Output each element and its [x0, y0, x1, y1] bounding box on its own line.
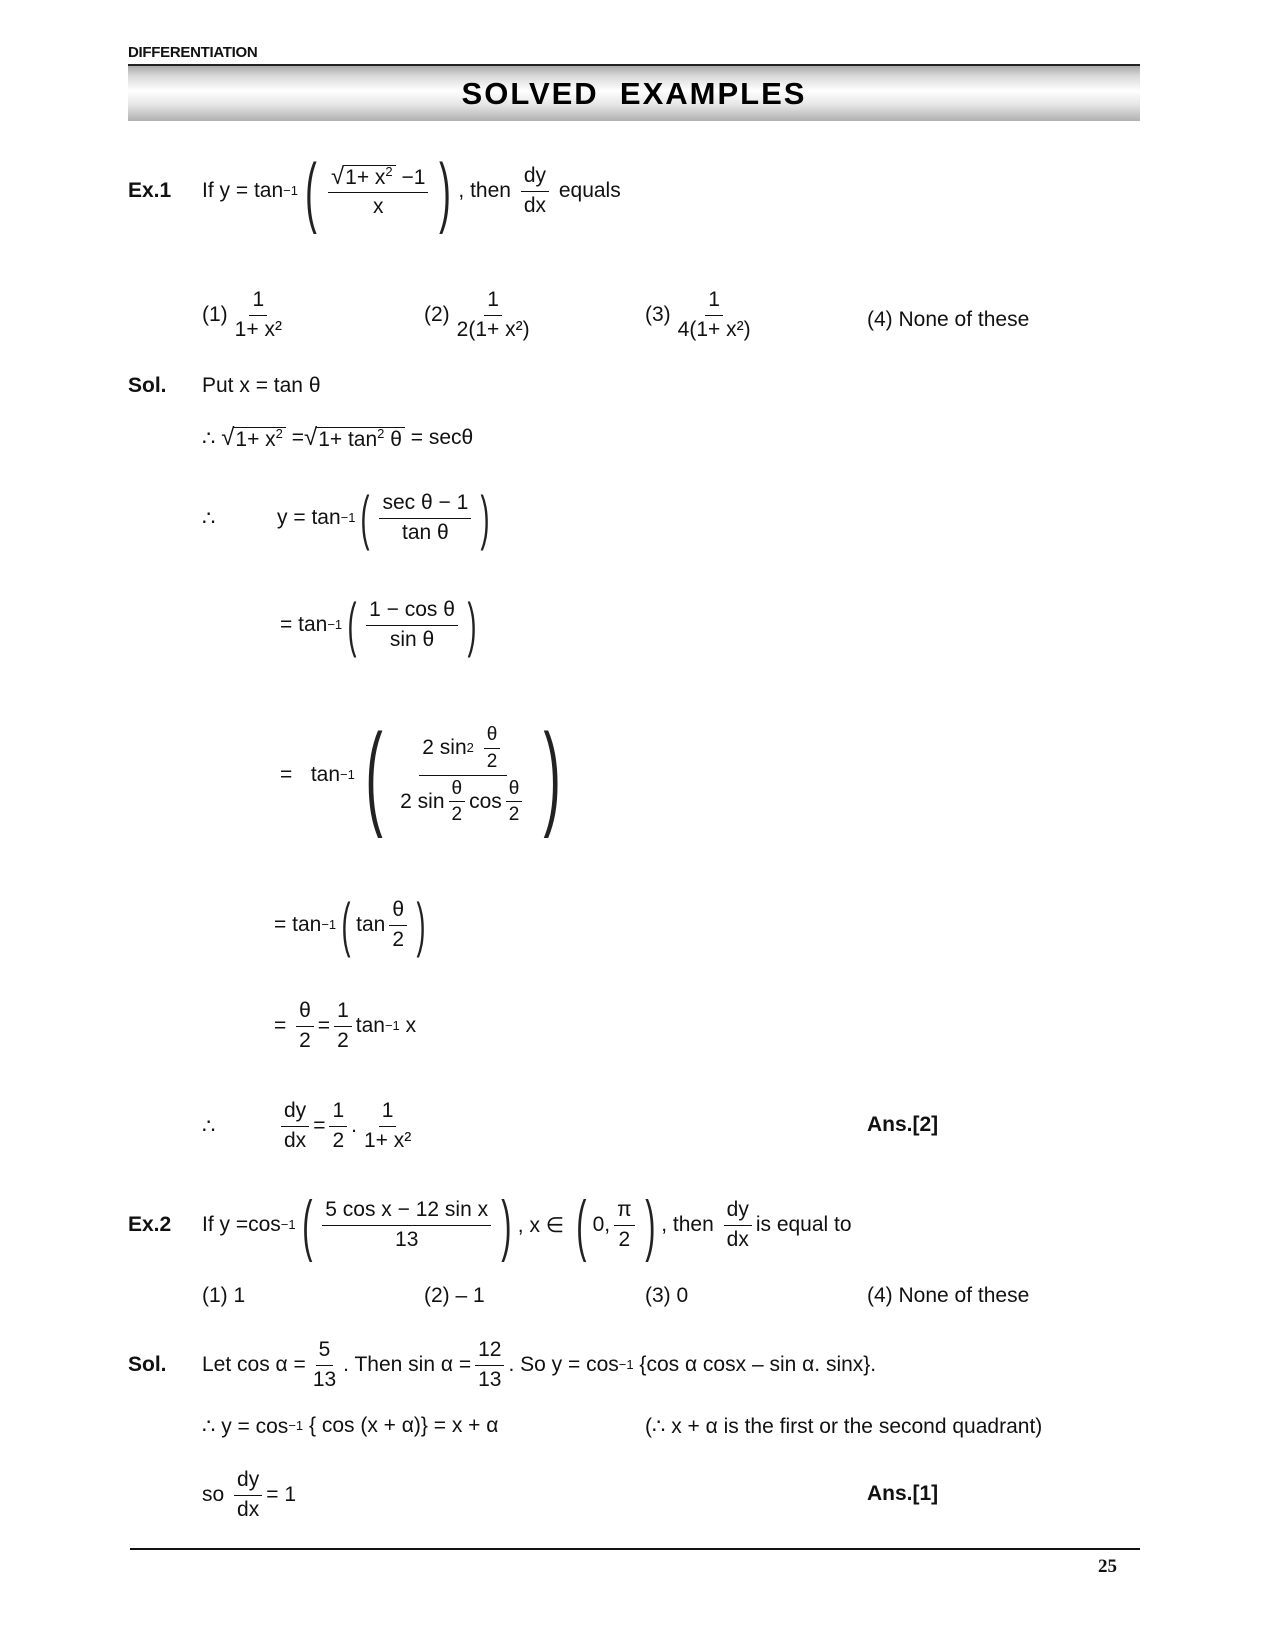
ex1-option-2: (2) $\frac{1}{\text{2(1+ x²)}}$ [424, 288, 530, 341]
ex2-option-4: (4) None of these [867, 1284, 1030, 1307]
ex2-sol-line1: Sol. Let cos α = $\frac{5}{13}$ . Then sin α = $\frac{12}{13}$ . So y = cos −1 {cos α cosx – sin α. sinx}. [128, 1338, 877, 1391]
ex1-option-4: (4) None of these [867, 308, 1030, 331]
ex1-sol-line5: = tan −1 ( 2 sin 2 $\frac{\theta}{2}$ 2 sin $\frac{\theta}{2}$ cos $\frac{\theta}{2}$ ) [280, 710, 562, 839]
ex1-prefix: If y = [202, 179, 249, 202]
ex1-sol-line2: ∴ √ $1+ x^2$ = √ $1+ \tan^2 \theta$ = secθ [202, 424, 474, 451]
sol-label: Sol. [128, 374, 167, 397]
ex2-option-1: (1) 1 [202, 1284, 246, 1307]
running-header: DIFFERENTIATION [128, 44, 258, 61]
ex2-question: Ex.2 If y = cos −1 ( $\frac{\text{5 cos x − 12 sin x}}{13}$ ) , x ∈ ( 0, $\frac{\pi}{2}$ ) , then $\frac{dy}{dx}$ is equal to [128, 1187, 852, 1263]
right-paren: ) [439, 147, 452, 235]
ex1-sol-line4: = tan −1 ( $\frac{\text{1 − cos θ}}{\text{sin θ}}$ ) [280, 591, 477, 658]
ex2-option-2: (2) – 1 [424, 1284, 485, 1307]
footer-rule [130, 1548, 1140, 1550]
dy-dx: $\frac{dy}{dx}$ [521, 164, 549, 217]
ex2-option-3: (3) 0 [645, 1284, 689, 1307]
ex1-argument [298, 147, 458, 235]
ex1-label: Ex.1 [128, 179, 172, 202]
page-number: 25 [1098, 1556, 1117, 1577]
num-tail: −1 [395, 165, 426, 189]
banner-title: SOLVED EXAMPLES [461, 75, 807, 111]
ex1-mid: , then [458, 179, 511, 202]
ex1-option-3: (3) $\frac{1}{\text{4(1+ x²)}}$ [645, 288, 751, 341]
ex1-sol-line6: = tan −1 ( tan $\frac{\theta}{2}$ ) [274, 891, 426, 958]
ex1-option-1: (1) $\frac{1}{\text{1+ x²}}$ [202, 288, 282, 341]
ex2-sol-note: (∴ x + α is the first or the second quadrant) [645, 1414, 1043, 1438]
ex2-answer: Ans.[1] [867, 1482, 939, 1505]
ex2-sol-line3: so $\frac{dy}{dx}$ = 1 [202, 1468, 296, 1521]
ex1-sol-line1: Sol. Put x = tan θ [128, 374, 321, 397]
fraction-den: x [372, 195, 384, 219]
sqrt: √ $1+ x^2$ [331, 163, 396, 191]
left-paren: ( [305, 147, 317, 235]
ex2-sol-line2: ∴ y = cos −1 { cos (x + α)} = x + α [202, 1414, 499, 1438]
ex1-answer: Ans.[2] [867, 1113, 939, 1136]
ex1-func: tan [253, 179, 284, 202]
ex1-question: Ex.1 If y = tan −1 ( √ $1+ x^2$ −1 x ) , then $\frac{dy}{dx}$ equals [128, 147, 621, 235]
section-banner [128, 66, 1140, 121]
ex1-sol-line7: = $\frac{\theta}{2}$ = $\frac{1}{2}$ tan −1 x [274, 999, 417, 1052]
ex1-sol-line3: ∴ y = tan −1 ( $\frac{\text{sec θ − 1}}{\text{tan θ}}$ ) [202, 484, 490, 551]
ex1-fraction [328, 163, 428, 220]
ex1-sol-line8: ∴ $\frac{dy}{dx}$ = $\frac{1}{2}$ . $\frac{1}{\text{1+ x²}}$ [202, 1099, 412, 1152]
ex1-suffix: equals [558, 179, 621, 202]
ex2-label: Ex.2 [128, 1213, 172, 1236]
